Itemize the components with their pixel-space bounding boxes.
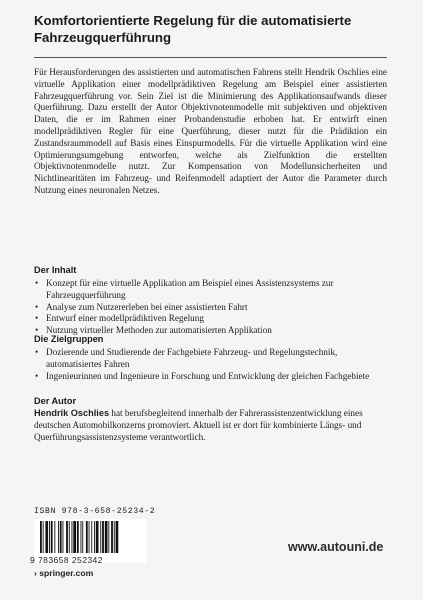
publisher-url: springer.com	[39, 568, 94, 578]
title-divider	[34, 57, 387, 58]
list-item: • Konzept für eine virtuelle Applikation am Beispiel eines Assistenzsystems zur Fahrzeugquerführung	[34, 278, 394, 302]
isbn: ISBN 978-3-658-25234-2	[34, 507, 156, 516]
author-name: Hendrik Oschlies	[34, 408, 110, 418]
author-text: hat berufsbegleitend innerhalb der Fahrerassistenzentwicklung eines deutschen Automobilkonzerns promoviert. Aktuell ist er dort für kombinierte Längs- und Querführungsassistenzsysteme verantwortlich.	[34, 408, 363, 442]
section-heading-zielgruppen: Die Zielgruppen	[34, 334, 104, 344]
list-item: • Analyse zum Nutzererleben bei einer assistierten Fahrt	[34, 302, 394, 314]
book-description: Für Herausforderungen des assistierten und automatischen Fahrens stellt Hendrik Oschlies eine virtuelle Applikation einer modellprädiktiven Regelung am Beispiel einer assistierten Fahrzeugquerführung vor. Sein Ziel ist die Minimierung des Applikationsaufwands dieser Querführung. Dazu erstellt der Autor Objektivnotenmodelle mit subjektiven und objektiven Daten, die er im Rahmen einer Probandenstudie erhoben hat. Er entwirft einen modellprädiktiven Regler für eine Querführung, dieser nutzt für die Prädiktion ein Zustandsraummodell auf Basis eines Einspurmodells. Für die virtuelle Applikation wird eine Optimierungsumgebung entworfen, welche als Zielfunktion die erstellten Objektivnotenmodelle nutzt. Zur Kompensation von Modellunsicherheiten und Nichtlinearitäten im Fahrzeug- und Reifenmodell adaptiert der Autor die Parameter durch Nutzung eines neuronalen Netzes.	[34, 67, 387, 195]
book-title: Komfortorientierte Regelung für die automatisierte Fahrzeugquerführung	[34, 13, 352, 45]
list-item: • Dozierende und Studierende der Fachgebiete Fahrzeug- und Regelungstechnik, automatisiertes Fahren	[34, 347, 394, 371]
inhalt-list	[34, 278, 394, 337]
website-url[interactable]: www.autouni.de	[288, 540, 384, 554]
barcode-number: 9 783658 252342	[30, 555, 103, 565]
list-item: • Entwurf einer modellprädiktiven Regelung	[34, 313, 394, 325]
publisher-link[interactable]: › springer.com	[34, 568, 94, 578]
section-heading-autor: Der Autor	[34, 396, 77, 406]
list-item: • Nutzung virtueller Methoden zur automatisierten Applikation	[34, 325, 394, 337]
list-item: • Ingenieurinnen und Ingenieure in Forschung und Entwicklung der gleichen Fachgebiete	[34, 371, 394, 383]
section-heading-inhalt: Der Inhalt	[34, 265, 77, 275]
zielgruppen-list	[34, 347, 394, 382]
author-bio	[34, 408, 387, 443]
